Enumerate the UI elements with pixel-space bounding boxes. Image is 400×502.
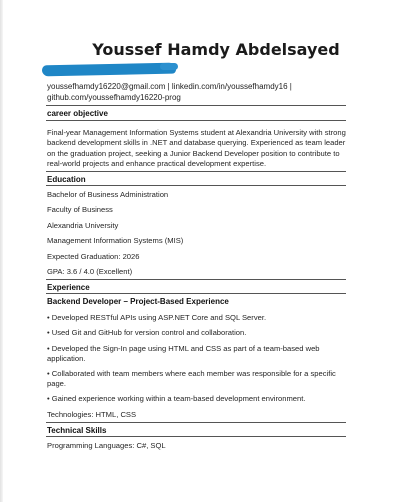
redaction-mark xyxy=(42,63,176,77)
section-divider xyxy=(46,293,346,294)
experience-bullet: • Gained experience working within a team-based development environment. xyxy=(47,394,306,403)
career-objective-heading: career objective xyxy=(47,109,108,118)
section-divider xyxy=(46,120,346,121)
redaction-mark-tail xyxy=(160,63,178,70)
education-major: Management Information Systems (MIS) xyxy=(47,236,184,245)
education-heading: Education xyxy=(47,175,86,184)
experience-bullet: • Developed the Sign-In page using HTML and CSS as part of a team-based web application. xyxy=(47,344,320,364)
experience-bullet: • Developed RESTful APIs using ASP.NET Core and SQL Server. xyxy=(47,313,267,322)
education-gpa: GPA: 3.6 / 4.0 (Excellent) xyxy=(47,267,133,276)
education-degree: Bachelor of Business Administration xyxy=(47,190,169,199)
experience-role: Backend Developer – Project-Based Experience xyxy=(47,297,229,306)
section-divider xyxy=(46,185,346,186)
section-divider xyxy=(46,171,346,172)
section-divider xyxy=(46,422,346,423)
contact-info xyxy=(47,81,347,104)
experience-technologies: Technologies: HTML, CSS xyxy=(47,410,137,419)
technical-skills-heading: Technical Skills xyxy=(47,426,107,435)
programming-languages: Programming Languages: C#, SQL xyxy=(47,441,166,450)
experience-bullet: • Used Git and GitHub for version control and collaboration. xyxy=(47,328,247,337)
career-objective-text: Final-year Management Information Systems student at Alexandria University with strong backend development skills in .NET and database querying. Experienced as team leader on the graduation project, seeking a Junior Backend Developer position to contribute to real-world projects and enhance practical development expertise. xyxy=(47,128,346,169)
experience-bullet: • Collaborated with team members where each member was responsible for a specific page. xyxy=(47,369,336,389)
experience-heading: Experience xyxy=(47,283,90,292)
section-divider xyxy=(46,436,346,437)
page-edge-shadow xyxy=(0,0,3,502)
education-university: Alexandria University xyxy=(47,221,119,230)
contact-line-github: github.com/youssefhamdy16220-prog xyxy=(47,93,181,103)
contact-line-email-linkedin: youssefhamdy16220@gmail.com | linkedin.com/in/youssefhamdy16 | xyxy=(47,82,292,91)
candidate-name: Youssef Hamdy Abdelsayed xyxy=(92,40,340,59)
section-divider xyxy=(46,279,346,280)
section-divider xyxy=(46,105,346,106)
education-faculty: Faculty of Business xyxy=(47,205,113,214)
education-graduation: Expected Graduation: 2026 xyxy=(47,252,140,261)
